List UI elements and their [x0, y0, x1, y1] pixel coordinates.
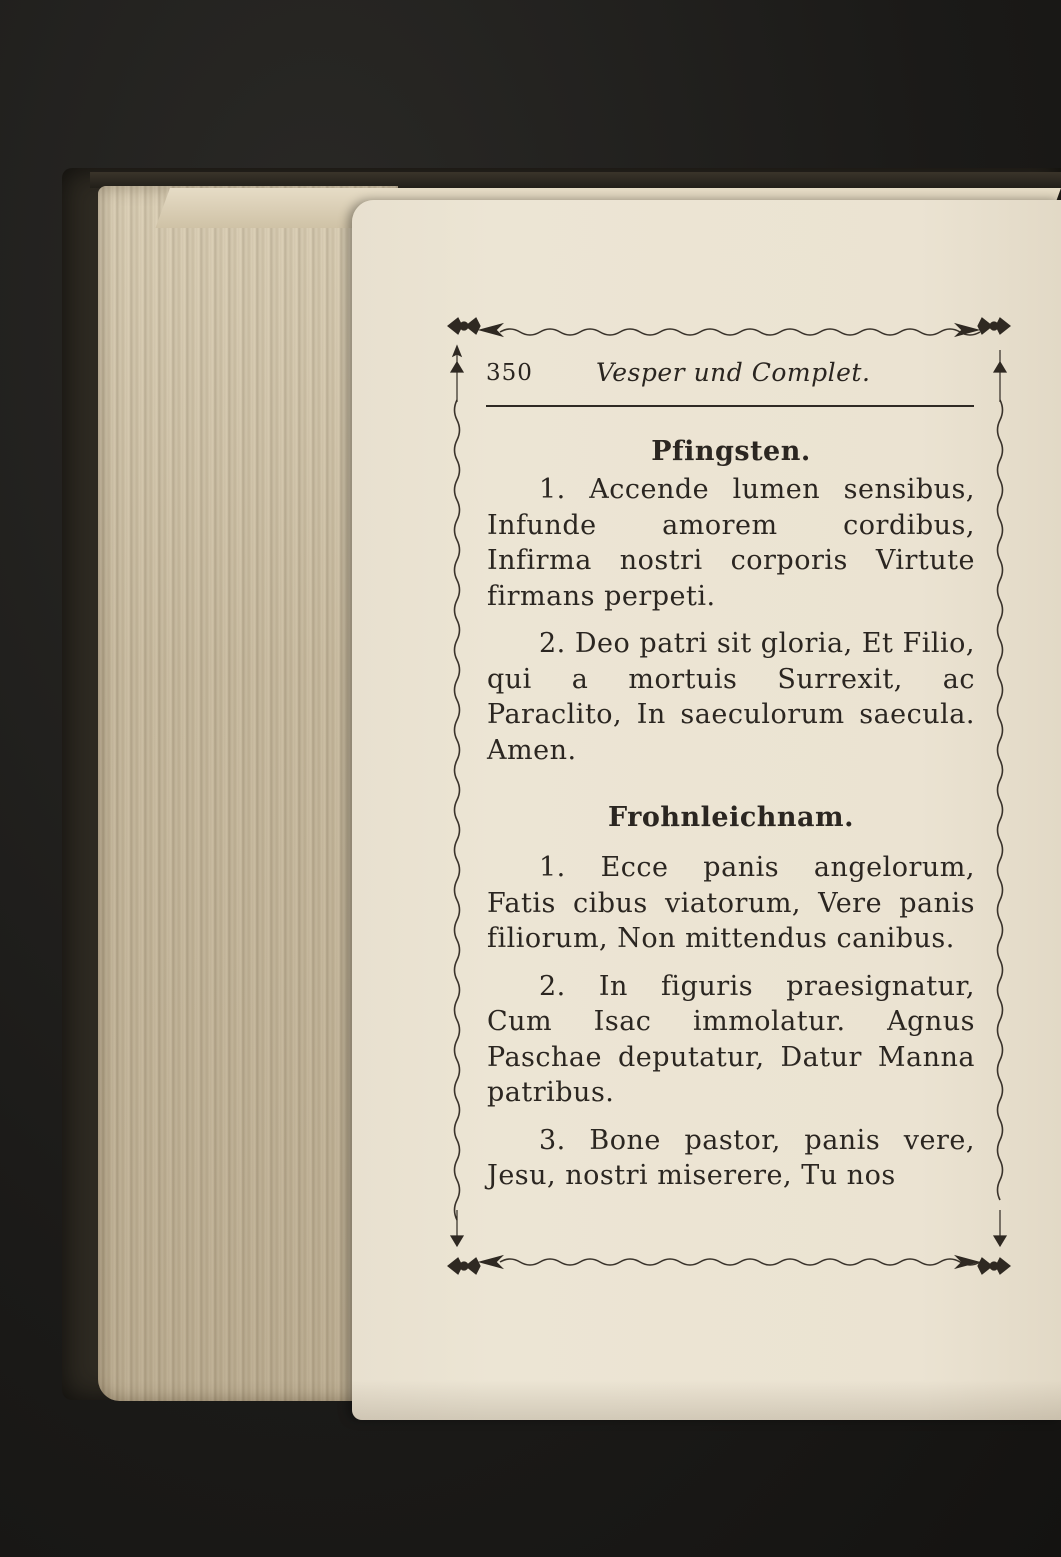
verse-text: Bone pastor, panis vere, Jesu, nostri miserere, Tu nos — [487, 1124, 975, 1191]
verse-number: 3. — [539, 1124, 566, 1156]
section-heading: Frohnleichnam. — [607, 802, 855, 833]
header-rule — [486, 405, 974, 407]
running-title: Vesper und Complet. — [596, 358, 871, 387]
verse-number: 2. — [539, 970, 566, 1002]
section-heading: Pfingsten. — [651, 436, 811, 467]
verse — [487, 1123, 975, 1194]
left-wave-line — [455, 400, 460, 1220]
verse-number: 2. — [539, 628, 566, 659]
page-bottom-shade — [352, 1380, 1061, 1420]
verse — [487, 850, 975, 957]
top-wave-line — [500, 329, 980, 335]
verse-text: Ecce panis angelorum, Fatis cibus viatorum, Vere panis filiorum, Non mittendus canibus. — [487, 852, 975, 954]
verse-text: Accende lumen sensibus, Infunde amorem cordibus, Infirma nostri corporis Virtute firmans perpeti. — [487, 474, 975, 612]
verse — [487, 969, 975, 1111]
verse-text: In figuris praesignatur, Cum Isac immolatur. Agnus Paschae deputatur, Datur Manna patribus. — [487, 970, 975, 1108]
verse-number: 1. — [539, 474, 566, 505]
corner-ornament-icon — [956, 1210, 1010, 1274]
bottom-wave-line — [500, 1259, 980, 1265]
verse — [487, 472, 975, 614]
verse — [487, 626, 975, 768]
verse-text: Deo patri sit gloria, Et Filio, qui a mortuis Surrexit, ac Paraclito, In saeculorum saecula. Amen. — [487, 628, 975, 766]
right-wave-line — [998, 400, 1003, 1200]
page-text — [487, 432, 975, 1194]
page-number: 350 — [486, 360, 533, 386]
verse-number: 1. — [539, 852, 566, 883]
running-head — [486, 360, 976, 396]
